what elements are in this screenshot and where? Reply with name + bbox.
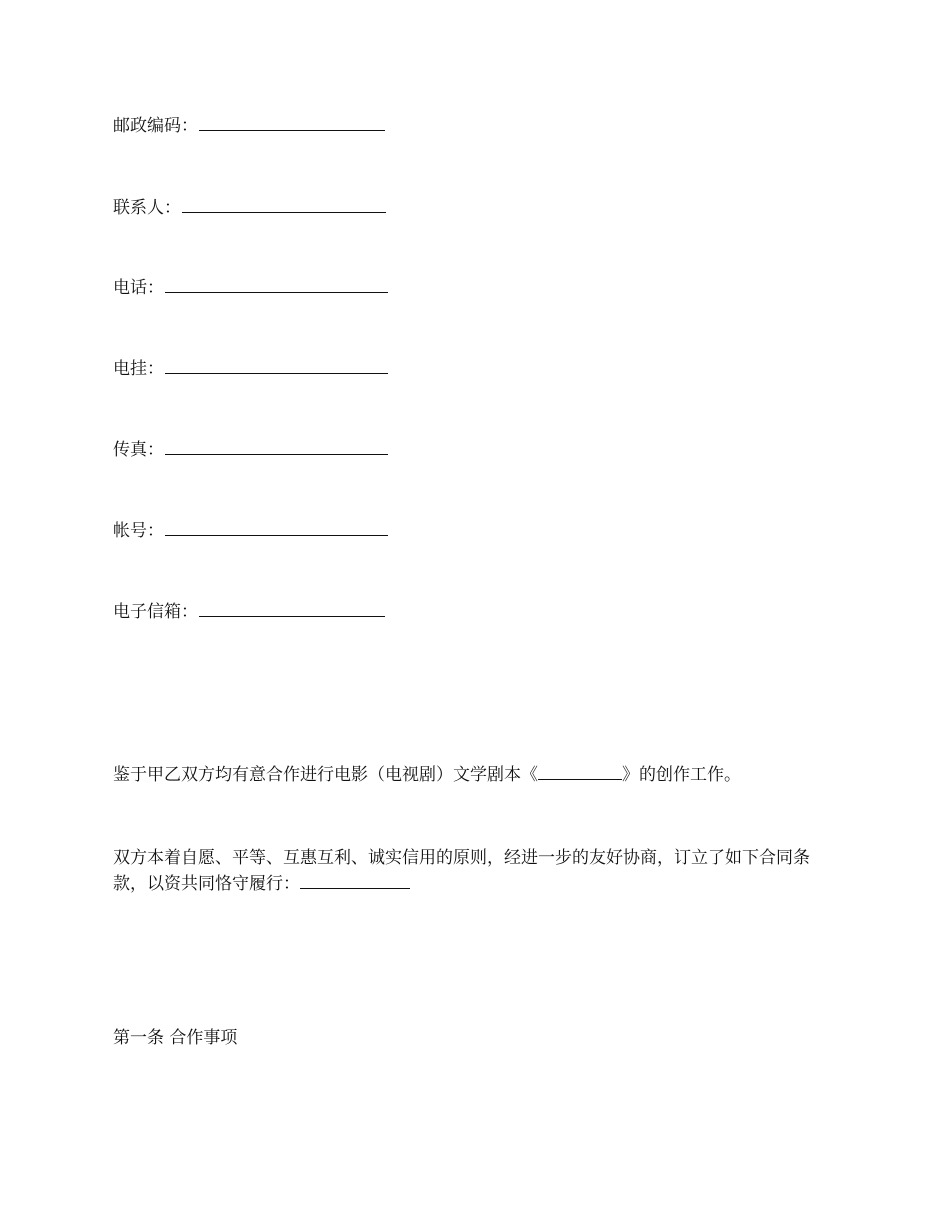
fax-label: 传真： — [113, 440, 164, 460]
fax-blank[interactable] — [165, 436, 388, 455]
account-label: 帐号： — [113, 521, 164, 541]
phone-line — [113, 274, 388, 301]
fax-line — [113, 436, 388, 463]
principles-text: 双方本着自愿、平等、互惠互利、诚实信用的原则，经进一步的友好协商，订立了如下合同条款，以资共同恪守履行： — [113, 848, 810, 894]
account-blank[interactable] — [165, 517, 388, 536]
contact-blank[interactable] — [182, 194, 386, 213]
principles-paragraph — [113, 846, 841, 896]
phone-label: 电话： — [113, 278, 164, 298]
whereas-text-after: 》的创作工作。 — [622, 765, 741, 785]
whereas-text-before: 鉴于甲乙双方均有意合作进行电影（电视剧）文学剧本《 — [113, 765, 538, 785]
telex-line — [113, 355, 388, 382]
telex-blank[interactable] — [165, 355, 388, 374]
account-line — [113, 517, 388, 544]
postal-code-label: 邮政编码： — [113, 116, 198, 136]
contact-line — [113, 194, 386, 221]
contact-label: 联系人： — [113, 198, 181, 218]
principles-blank[interactable] — [300, 870, 410, 889]
email-blank[interactable] — [199, 598, 385, 617]
article-one-heading: 第一条 合作事项 — [113, 1028, 238, 1048]
whereas-paragraph — [113, 761, 841, 787]
phone-blank[interactable] — [165, 274, 388, 293]
email-label: 电子信箱： — [113, 602, 198, 622]
postal-code-blank[interactable] — [199, 112, 385, 131]
postal-code-line — [113, 112, 385, 139]
email-line — [113, 598, 385, 625]
telex-label: 电挂： — [113, 359, 164, 379]
script-title-blank[interactable] — [538, 761, 622, 780]
